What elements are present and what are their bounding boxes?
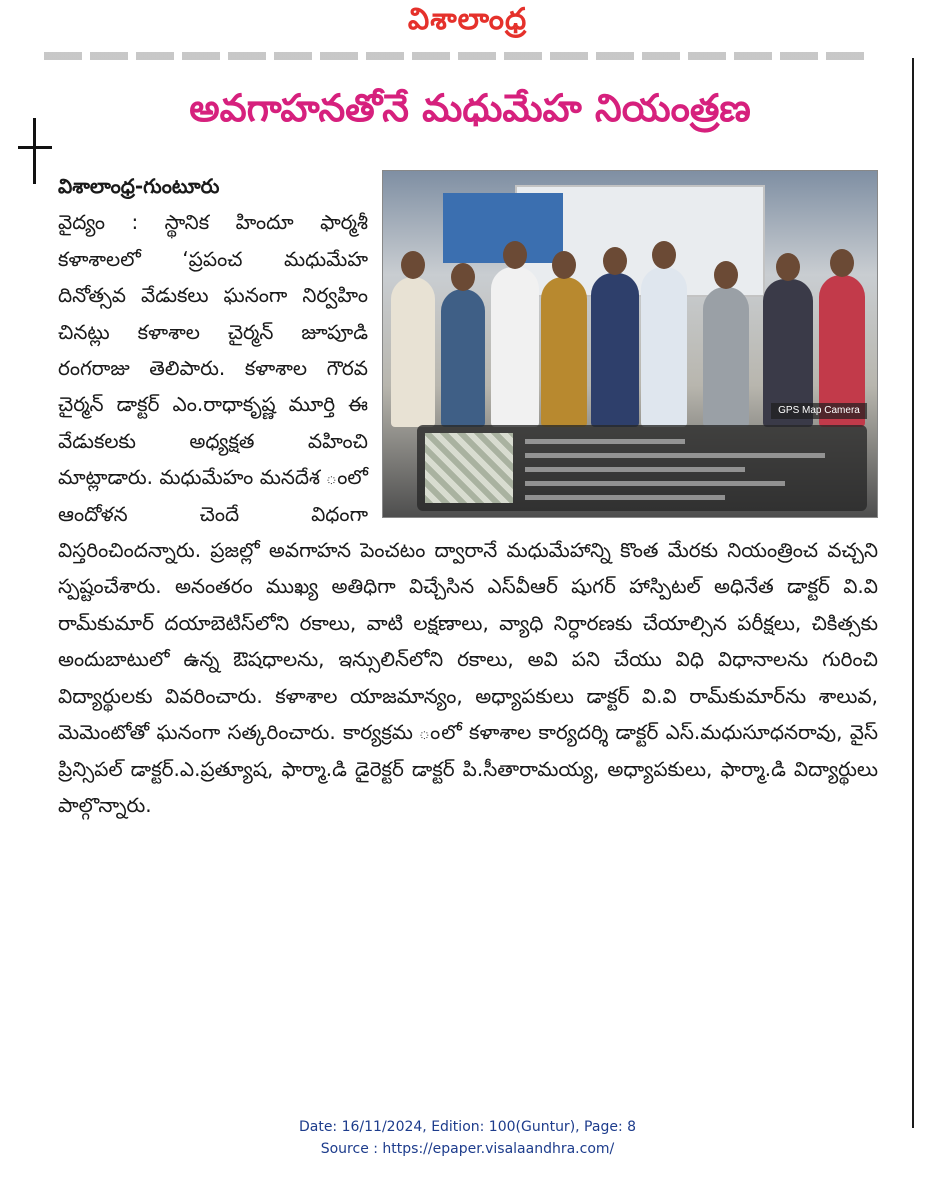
person-head <box>503 241 527 269</box>
page-footer <box>0 1116 935 1160</box>
person <box>641 267 687 427</box>
article-body <box>58 168 878 823</box>
gps-camera-tag-text: GPS Map Camera <box>778 405 860 416</box>
person <box>591 273 639 427</box>
footer-source: Source : https://epaper.visalaandhra.com/ <box>320 1141 615 1157</box>
gps-info-line <box>525 495 725 500</box>
person-head <box>552 251 576 279</box>
column-rule <box>912 58 914 1128</box>
person <box>491 267 539 427</box>
person <box>391 277 435 427</box>
person-head <box>714 261 738 289</box>
person-head <box>652 241 676 269</box>
person-head <box>776 253 800 281</box>
person-head <box>451 263 475 291</box>
gps-info-overlay <box>417 425 867 511</box>
clipped-previous-article-strip <box>44 52 864 60</box>
article-dateline: విశాలాంధ్ర-గుంటూరు <box>58 174 220 198</box>
event-photo <box>382 170 878 518</box>
person <box>441 289 485 427</box>
footer-date-edition: Date: 16/11/2024, Edition: 100(Guntur), Page: 8 <box>298 1119 637 1135</box>
gps-info-line <box>525 467 745 472</box>
gps-info-line <box>525 453 825 458</box>
person-head <box>401 251 425 279</box>
person-head <box>830 249 854 277</box>
person-head <box>603 247 627 275</box>
gps-info-line <box>525 439 685 444</box>
gps-camera-tag <box>771 403 867 419</box>
gps-info-line <box>525 481 785 486</box>
person <box>703 287 749 427</box>
crop-mark-horizontal <box>18 146 52 149</box>
person <box>541 277 587 427</box>
gps-map-thumbnail <box>425 433 513 503</box>
crop-mark-vertical <box>33 118 36 184</box>
newspaper-masthead: విశాలాంధ్ర <box>407 2 528 37</box>
article-headline: అవగాహనతోనే మధుమేహ నియంత్రణ <box>189 86 751 130</box>
article-paragraph: వైద్యం : స్థానిక హిందూ ఫార్మశీ కళాశాలలో ‘ప్రపంచ మధుమేహ దినోత్సవ వేడుకలు ఘనంగా నిర్వహిం చినట్లు కళాశాల చైర్మన్ జూపూడి రంగరాజు తెలిపారు. కళాశాల గౌరవ చైర్మన్ డాక్టర్ ఎం.రాధాకృష్ణ మూర్తి ఈ వేడుకలకు అధ్యక్షత వహించి మాట్లాడారు. మధుమేహం మనదేశ ంలో ఆందోళన చెందే విధంగా విస్తరించిందన్నారు. ప్రజల్లో అవగాహన పెంచటం ద్వారానే మధుమేహాన్ని కొంత మేరకు నియంత్రించ వచ్చని స్పష్టంచేశారు. అనంతరం ముఖ్య అతిధిగా విచ్చేసిన ఎస్‌వీఆర్ షుగర్ హాస్పిటల్ అధినేత డాక్టర్ వి.వి రామ్‌కుమార్ దయాబెటిస్‌లోని రకాలు, వాటి లక్షణాలు, వ్యాధి నిర్ధారణకు చేయాల్సిన పరీక్షలు, చికిత్సకు అందుబాటులో ఉన్న ఔషధాలను, ఇన్సులిన్‌లోని రకాలు, అవి పని చేయు విధి విధానాలను గురించి విద్యార్థులకు వివరించారు. కళాశాల యాజమాన్యం, అధ్యాపకులు డాక్టర్ వి.వి రామ్‌కుమార్‌ను శాలువ, మెమెంటోతో ఘనంగా సత్కరించారు. కార్యక్రమ ంలో కళాశాల కార్యదర్శి డాక్టర్ ఎస్.మధుసూధనరావు, వైస్ ప్రిన్సిపల్ డాక్టర్.ఎ.ప్రత్యూష, ఫార్మా.డి డైరెక్టర్ డాక్టర్ పి.సీతారామయ్య, అధ్యాపకులు, ఫార్మా.డి విద్యార్థులు పాల్గొన్నారు. <box>58 210 878 817</box>
